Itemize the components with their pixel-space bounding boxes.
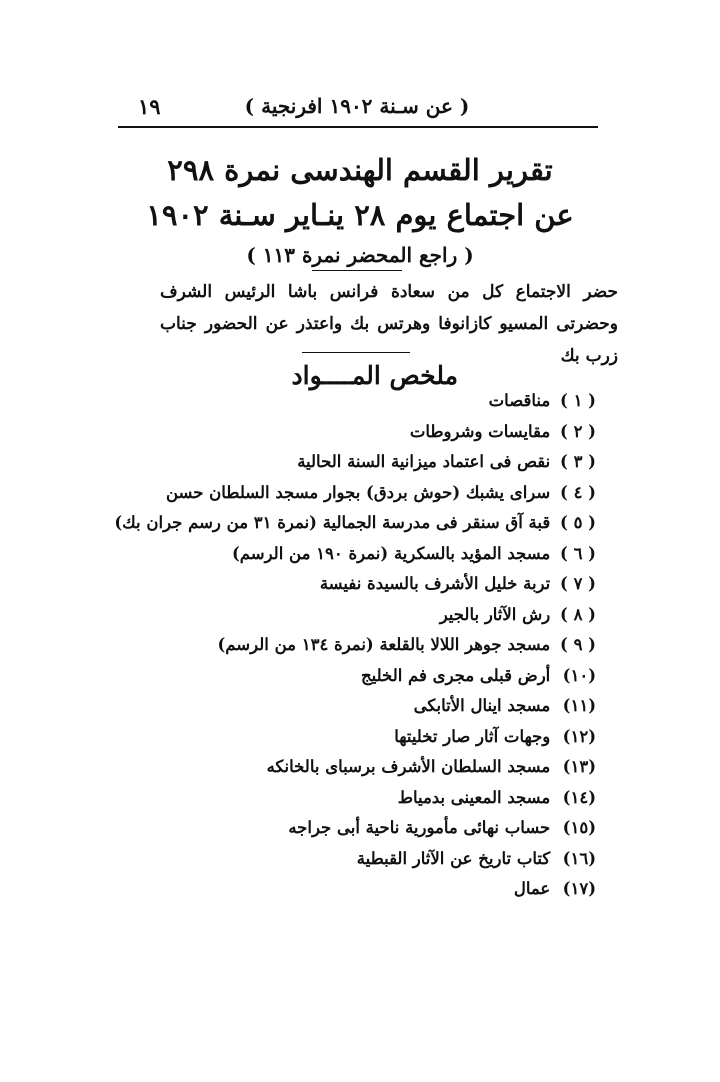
list-item xyxy=(140,722,596,753)
item-text: مسجد اينال الأتابكى xyxy=(413,696,551,715)
item-number: (١٠) xyxy=(562,665,596,685)
report-title: تقرير القسم الهندسى نمرة ٢٩٨ xyxy=(167,153,553,187)
divider xyxy=(312,270,402,271)
divider xyxy=(302,352,410,353)
item-number: ( ٧ ) xyxy=(560,574,596,593)
item-text: نقص فى اعتماد ميزانية السنة الحالية xyxy=(297,452,551,471)
item-text: تربة خليل الأشرف بالسيدة نفيسة xyxy=(319,574,551,593)
item-number: (١٦) xyxy=(562,848,596,868)
item-text: مناقصات xyxy=(488,391,551,410)
item-text: عمال xyxy=(513,879,551,898)
item-number: ( ٢ ) xyxy=(560,421,596,441)
item-text: حساب نهائى مأمورية ناحية أبى جراجه xyxy=(288,818,551,837)
item-number: ( ٨ ) xyxy=(560,604,596,624)
summary-heading: ملخص المــــواد xyxy=(291,361,458,390)
item-number: (١٢) xyxy=(562,726,596,746)
list-item xyxy=(140,661,596,692)
list-item xyxy=(140,874,596,905)
item-text: مقايسات وشروطات xyxy=(409,421,551,441)
list-item xyxy=(114,508,596,539)
item-number: ( ٩ ) xyxy=(560,635,596,654)
item-number: ( ٤ ) xyxy=(560,482,596,502)
report-title-block xyxy=(140,148,580,272)
item-text: وجهات آثار صار تخليتها xyxy=(394,726,551,746)
list-item xyxy=(140,630,596,661)
attendance-paragraph: حضر الاجتماع كل من سعادة فرانس باشا الرئيس الشرف وحضرتى المسيو كازانوفا وهرتس بك واعتذر عن الحضور جناب زرب بك xyxy=(160,282,618,366)
item-text: أرض قبلى مجرى فم الخليج xyxy=(360,665,551,685)
meeting-date-title: عن اجتماع يوم ٢٨ ينـاير سـنة ١٩٠٢ xyxy=(146,198,574,232)
item-text: مسجد المعينى بدمياط xyxy=(397,787,551,807)
list-item xyxy=(140,386,596,417)
item-number: (١٤) xyxy=(562,787,596,807)
page-header xyxy=(118,88,596,124)
running-title: ( عن سـنة ١٩٠٢ افرنجية ) xyxy=(244,94,470,118)
item-number: ( ٣ ) xyxy=(560,452,596,471)
list-item xyxy=(140,478,596,509)
list-item xyxy=(140,539,596,570)
item-number: (١٣) xyxy=(562,757,596,776)
list-item xyxy=(140,447,596,478)
item-text: مسجد جوهر اللالا بالقلعة (نمرة ١٣٤ من الرسم) xyxy=(217,635,551,654)
item-text: مسجد السلطان الأشرف برسباى بالخانكه xyxy=(266,757,551,776)
list-item xyxy=(140,691,596,722)
item-number: (١٥) xyxy=(562,818,596,837)
item-number: (١٧) xyxy=(562,879,596,898)
agenda-list xyxy=(114,386,596,905)
item-text: مسجد المؤيد بالسكرية (نمرة ١٩٠ من الرسم) xyxy=(231,543,551,563)
page-number: ١٩ xyxy=(138,94,161,119)
list-item xyxy=(140,569,596,600)
item-text: سراى يشبك (حوش بردق) بجوار مسجد السلطان حسن xyxy=(165,482,551,502)
item-text: رش الآثار بالجير xyxy=(439,604,551,624)
list-item xyxy=(140,783,596,814)
item-number: (١١) xyxy=(562,696,596,715)
list-item xyxy=(140,813,596,844)
item-text: قبة آق سنقر فى مدرسة الجمالية (نمرة ٣١ من رسم جران بك) xyxy=(114,513,551,532)
minutes-reference: ( راجع المحضر نمرة ١١٣ ) xyxy=(246,243,474,267)
item-number: ( ٥ ) xyxy=(560,513,596,532)
list-item xyxy=(140,844,596,875)
list-item xyxy=(140,600,596,631)
list-item xyxy=(140,417,596,448)
item-text: كتاب تاريخ عن الآثار القبطية xyxy=(356,848,551,868)
item-number: ( ١ ) xyxy=(560,391,596,410)
item-number: ( ٦ ) xyxy=(560,543,596,563)
header-rule xyxy=(118,126,598,128)
list-item xyxy=(140,752,596,783)
